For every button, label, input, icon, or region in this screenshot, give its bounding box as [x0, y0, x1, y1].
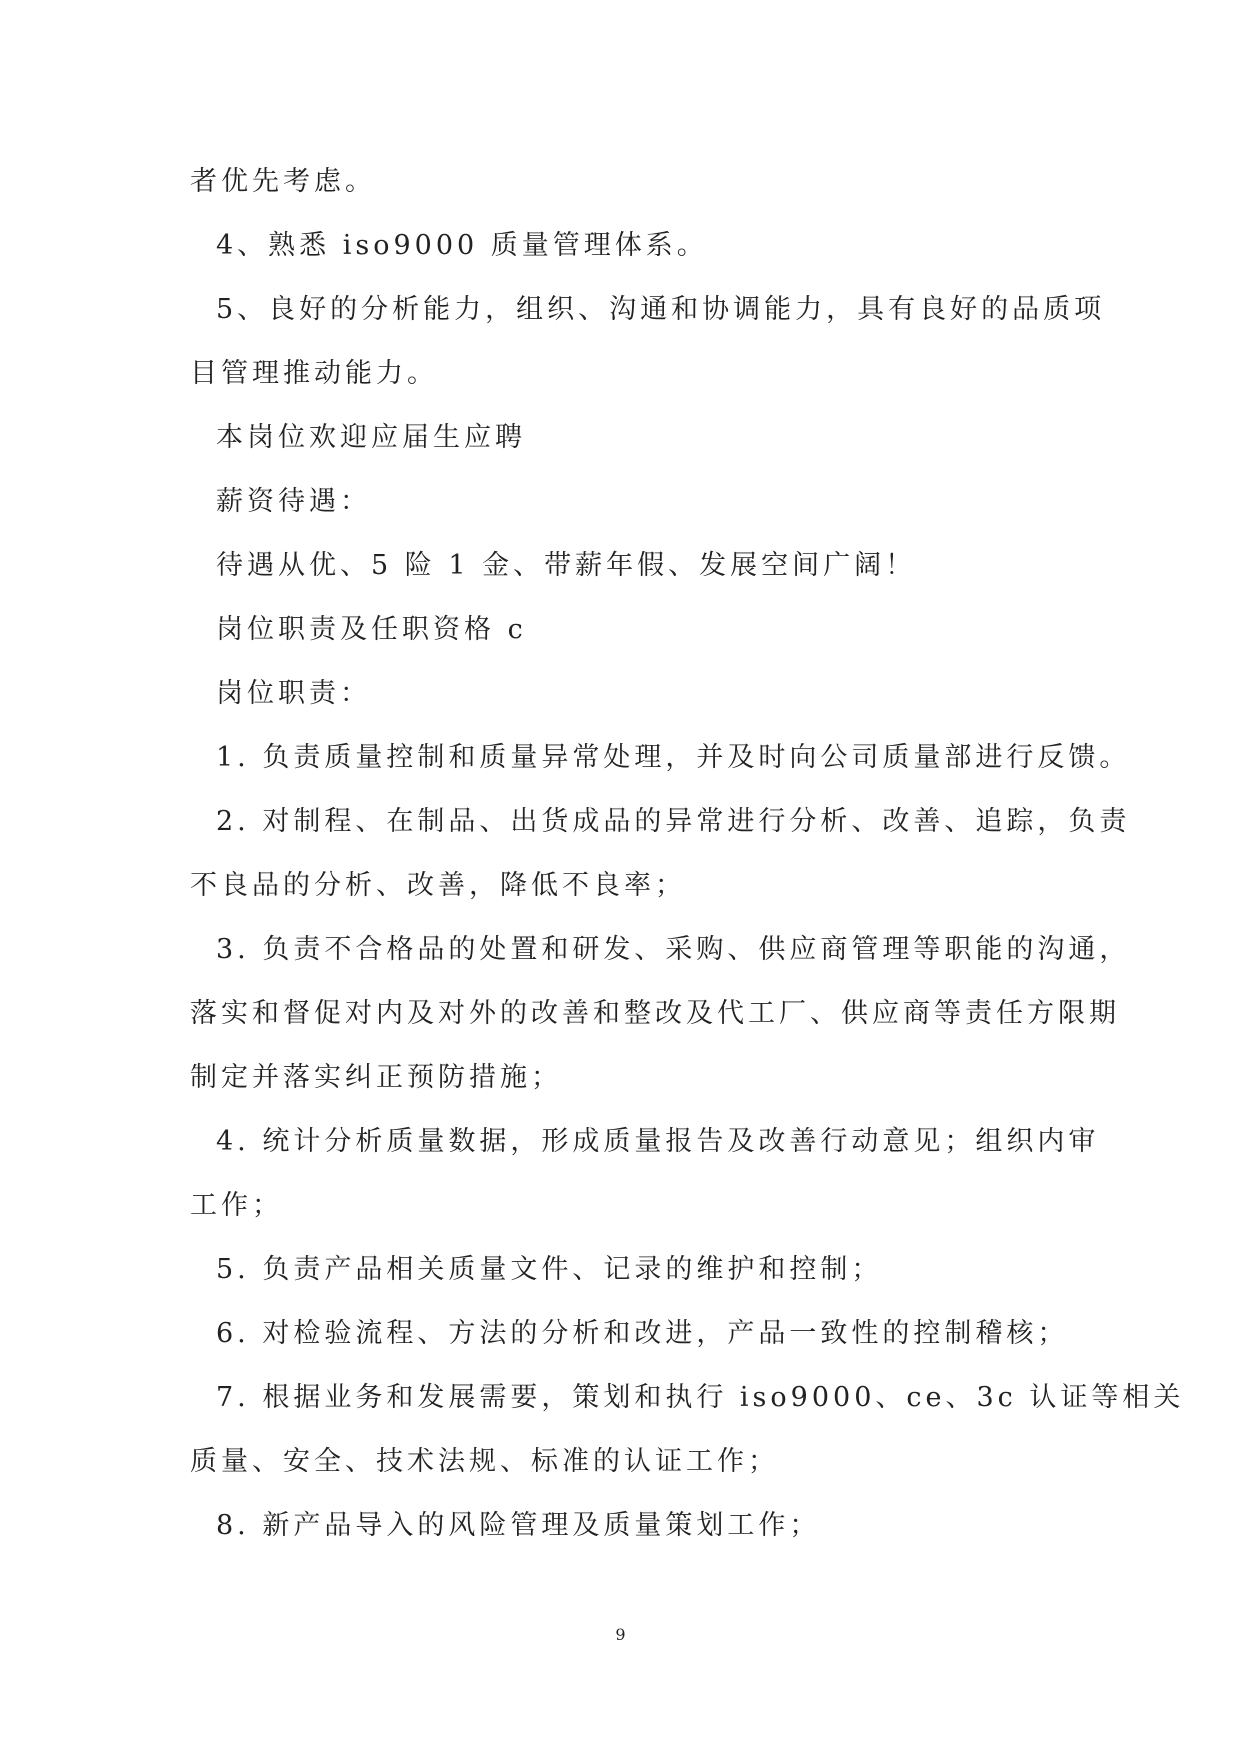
text-line: 1. 负责质量控制和质量异常处理，并及时向公司质量部进行反馈。 — [216, 742, 1131, 773]
text-line: 5. 负责产品相关质量文件、记录的维护和控制； — [216, 1254, 883, 1285]
text-line: 3. 负责不合格品的处置和研发、采购、供应商管理等职能的沟通， — [216, 934, 1131, 965]
text-line: 制定并落实纠正预防措施； — [190, 1062, 562, 1093]
text-line: 工作； — [190, 1190, 283, 1221]
text-line: 薪资待遇： — [216, 486, 371, 517]
text-line: 4、熟悉 iso9000 质量管理体系。 — [216, 230, 708, 261]
text-line: 本岗位欢迎应届生应聘 — [216, 422, 526, 453]
text-line: 5、良好的分析能力，组织、沟通和协调能力，具有良好的品质项 — [216, 294, 1106, 325]
text-line: 6. 对检验流程、方法的分析和改进，产品一致性的控制稽核； — [216, 1318, 1069, 1349]
text-line: 8. 新产品导入的风险管理及质量策划工作； — [216, 1510, 821, 1541]
text-line: 者优先考虑。 — [190, 166, 376, 197]
page-number: 9 — [615, 1625, 626, 1644]
text-line: 落实和督促对内及对外的改善和整改及代工厂、供应商等责任方限期 — [190, 998, 1120, 1029]
text-line: 岗位职责及任职资格 c — [216, 614, 527, 645]
text-line: 不良品的分析、改善，降低不良率； — [190, 870, 686, 901]
text-line: 质量、安全、技术法规、标准的认证工作； — [190, 1446, 779, 1477]
text-line: 2. 对制程、在制品、出货成品的异常进行分析、改善、追踪，负责 — [216, 806, 1131, 837]
text-line: 目管理推动能力。 — [190, 358, 438, 389]
text-line: 待遇从优、5 险 1 金、带薪年假、发展空间广阔！ — [216, 550, 917, 581]
text-line: 4. 统计分析质量数据，形成质量报告及改善行动意见；组织内审 — [216, 1126, 1100, 1157]
text-line: 岗位职责： — [216, 678, 371, 709]
text-line: 7. 根据业务和发展需要，策划和执行 iso9000、ce、3c 认证等相关 — [216, 1382, 1185, 1413]
